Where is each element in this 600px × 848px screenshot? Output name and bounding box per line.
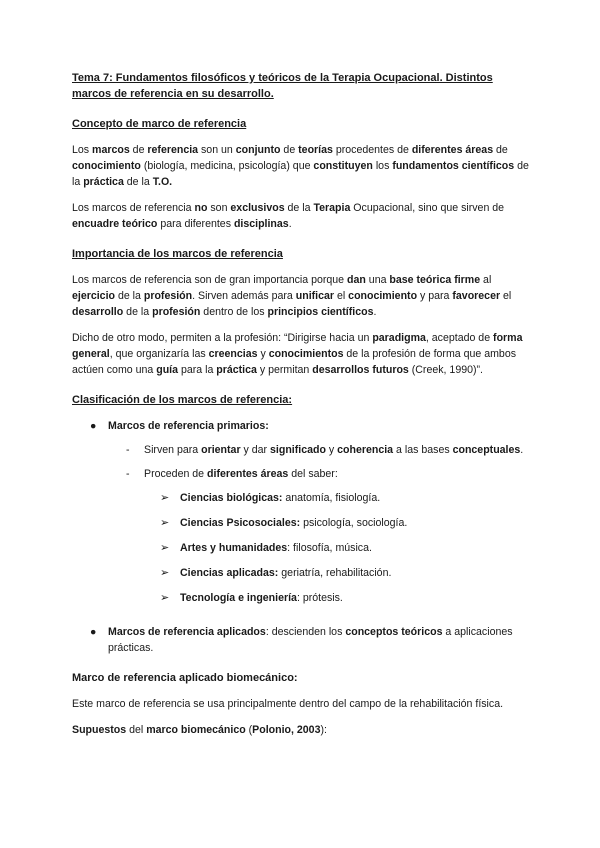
- text-run: y: [257, 348, 269, 360]
- text-run: .: [288, 218, 292, 230]
- text-run: a las bases: [393, 444, 453, 456]
- text-run: de la profesión de forma que ambos actúen como una: [72, 348, 517, 376]
- text-run: Los: [72, 144, 93, 156]
- bold-run: conjunto: [235, 144, 281, 156]
- bold-run: conocimiento: [72, 160, 141, 172]
- text-run: Proceden de: [144, 468, 208, 480]
- bold-run: coherencia: [337, 444, 394, 456]
- bold-run: encuadre teórico: [72, 218, 158, 230]
- text-run: de: [280, 144, 299, 156]
- bold-run: desarrollo: [72, 306, 124, 318]
- bold-run: ejercicio: [72, 290, 115, 302]
- text-run: dentro de los: [200, 306, 268, 318]
- document-title: [72, 70, 532, 102]
- text-run: el: [500, 290, 512, 302]
- text-run: el: [334, 290, 349, 302]
- section-heading-importancia: Importancia de los marcos de referencia: [72, 248, 283, 260]
- bold-run: no: [194, 202, 208, 214]
- primary-label: Marcos de referencia primarios:: [108, 420, 269, 432]
- list-item-area: [144, 515, 532, 531]
- bold-run: Marcos de referencia aplicados: [108, 626, 266, 638]
- bold-run: creencias: [208, 348, 258, 360]
- list-item-orientar: [108, 442, 532, 458]
- bold-run: disciplinas: [233, 218, 289, 230]
- text-run: (Creek, 1990)”.: [408, 364, 483, 376]
- text-run: de: [129, 144, 148, 156]
- arrow-bullet-icon: ➢: [160, 517, 170, 529]
- arrow-bullet-icon: ➢: [160, 592, 170, 604]
- text-run: y: [325, 444, 338, 456]
- paragraph-supuestos: [72, 722, 532, 738]
- text-run: (: [245, 724, 253, 736]
- bold-run: práctica: [83, 176, 124, 188]
- list-item-area: [144, 540, 532, 556]
- arrow-bullet-icon: ➢: [160, 542, 170, 554]
- text-run: ):: [320, 724, 327, 736]
- bold-run: principios científicos: [267, 306, 374, 318]
- bold-run: profesión: [152, 306, 201, 318]
- text-run: los: [372, 160, 393, 172]
- area-desc: anatomía, fisiología.: [282, 492, 381, 504]
- bold-run: marcos: [92, 144, 130, 156]
- bold-run: Supuestos: [72, 724, 127, 736]
- list-item-area: [144, 490, 532, 506]
- bold-run: significado: [270, 444, 326, 456]
- bold-run: fundamentos científicos: [392, 160, 515, 172]
- list-item-aplicados: [72, 624, 532, 656]
- bold-run: referencia: [147, 144, 199, 156]
- text-run: Los marcos de referencia son de gran importancia porque: [72, 274, 348, 286]
- paragraph-biomecanico: Este marco de referencia se usa principalmente dentro del campo de la rehabilitación física.: [72, 698, 504, 710]
- area-desc: : filosofía, música.: [287, 542, 372, 554]
- bold-run: conceptuales: [452, 444, 521, 456]
- dash-icon: -: [126, 444, 130, 456]
- text-run: de la: [123, 306, 153, 318]
- paragraph-concepto-2: [72, 200, 532, 232]
- paragraph-importancia-2: [72, 330, 532, 378]
- bold-run: conocimiento: [348, 290, 418, 302]
- bold-run: constituyen: [313, 160, 373, 172]
- bold-run: paradigma: [372, 332, 426, 344]
- text-run: : descienden los: [265, 626, 346, 638]
- bullet-icon: ●: [90, 420, 97, 432]
- title-line-2: marcos de referencia en su desarrollo.: [72, 88, 274, 100]
- text-run: Sirven para: [144, 444, 202, 456]
- arrow-bullet-icon: ➢: [160, 492, 170, 504]
- classification-list: [72, 418, 532, 656]
- bold-run: Polonio, 2003: [252, 724, 321, 736]
- text-run: Los marcos de referencia: [72, 202, 195, 214]
- bold-run: dan: [347, 274, 366, 286]
- text-run: para diferentes: [157, 218, 234, 230]
- areas-list: [144, 490, 532, 606]
- text-run: al: [480, 274, 492, 286]
- bold-run: T.O.: [152, 176, 173, 188]
- text-run: y permitan: [256, 364, 313, 376]
- text-run: Dicho de otro modo, permiten a la profesión: “Dirigirse hacia un: [72, 332, 373, 344]
- bold-run: teorías: [298, 144, 333, 156]
- bold-run: orientar: [201, 444, 241, 456]
- bold-run: Terapia: [313, 202, 351, 214]
- text-run: de la: [284, 202, 314, 214]
- area-desc: psicología, sociología.: [300, 517, 408, 529]
- primary-sublist: [108, 442, 532, 606]
- list-item-primarios: [72, 418, 532, 606]
- bold-run: base teórica firme: [389, 274, 481, 286]
- bold-run: marco biomecánico: [146, 724, 246, 736]
- area-name: Ciencias aplicadas:: [180, 567, 279, 579]
- text-run: .: [520, 444, 524, 456]
- text-run: del: [126, 724, 147, 736]
- bold-run: forma general: [72, 332, 523, 360]
- text-run: de la: [72, 160, 529, 188]
- text-run: (biología, medicina, psicología) que: [140, 160, 314, 172]
- section-heading-clasificacion: Clasificación de los marcos de referencia:: [72, 394, 293, 406]
- text-run: y para: [417, 290, 453, 302]
- section-heading-concepto: Concepto de marco de referencia: [72, 118, 247, 130]
- area-name: Tecnología e ingeniería: [180, 592, 297, 604]
- bullet-icon: ●: [90, 626, 97, 638]
- arrow-bullet-icon: ➢: [160, 567, 170, 579]
- title-line-1: Tema 7: Fundamentos filosóficos y teóricos de la Terapia Ocupacional. Distintos: [72, 72, 493, 84]
- list-item-area: [144, 590, 532, 606]
- bold-run: conocimientos: [268, 348, 344, 360]
- bold-run: diferentes áreas: [411, 144, 494, 156]
- area-name: Ciencias Psicosociales:: [180, 517, 301, 529]
- section-heading-biomecanico: Marco de referencia aplicado biomecánico:: [72, 672, 298, 684]
- text-run: del saber:: [288, 468, 338, 480]
- list-item-area: [144, 565, 532, 581]
- area-desc: : prótesis.: [296, 592, 343, 604]
- bold-run: unificar: [295, 290, 335, 302]
- list-item-proceden: [108, 466, 532, 606]
- bold-run: favorecer: [452, 290, 501, 302]
- bold-run: desarrollos futuros: [312, 364, 409, 376]
- bold-run: diferentes áreas: [207, 468, 289, 480]
- paragraph-concepto-1: [72, 142, 532, 190]
- text-run: y dar: [240, 444, 271, 456]
- text-run: .: [373, 306, 377, 318]
- text-run: para la: [178, 364, 217, 376]
- text-run: son un: [198, 144, 236, 156]
- bold-run: profesión: [143, 290, 193, 302]
- text-run: , aceptado de: [425, 332, 494, 344]
- text-run: de: [493, 144, 508, 156]
- area-name: Artes y humanidades: [180, 542, 288, 554]
- paragraph-importancia-1: [72, 272, 532, 320]
- text-run: procedentes de: [332, 144, 412, 156]
- text-run: a aplicaciones prácticas.: [108, 626, 513, 654]
- text-run: una: [365, 274, 390, 286]
- area-desc: geriatría, rehabilitación.: [278, 567, 392, 579]
- text-run: . Sirven además para: [192, 290, 296, 302]
- dash-icon: -: [126, 468, 130, 480]
- bold-run: práctica: [216, 364, 257, 376]
- text-run: , que organizaría las: [109, 348, 209, 360]
- text-run: son: [207, 202, 231, 214]
- bold-run: exclusivos: [230, 202, 285, 214]
- text-run: de la: [115, 290, 144, 302]
- area-name: Ciencias biológicas:: [180, 492, 283, 504]
- bold-run: guía: [156, 364, 178, 376]
- document-page: [72, 70, 532, 748]
- bold-run: conceptos teóricos: [345, 626, 443, 638]
- text-run: de la: [123, 176, 153, 188]
- text-run: Ocupacional, sino que sirven de: [350, 202, 505, 214]
